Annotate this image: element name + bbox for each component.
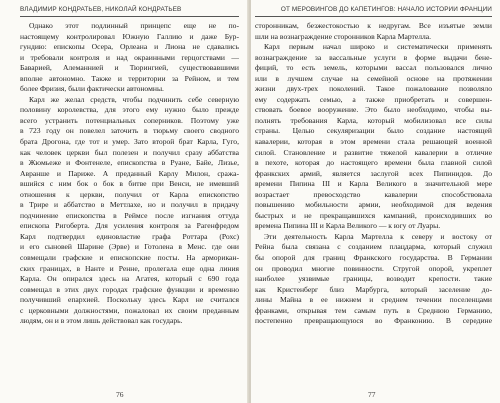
text-line: сторонникам, безжестокостью к недругам. Все изъятые земли	[255, 21, 492, 30]
text-line: или в лучшем случае на семейной основе на протяжении	[255, 73, 492, 83]
text-line: Карл подтвердил единовластие графа Роттара (Рохс)	[20, 231, 239, 241]
text-line: и требовали контроля и над окраинными герцогствами —	[20, 52, 239, 62]
text-line: и его сыновей Шарине (Эрве) и Готолена в Менс. где они	[20, 242, 239, 252]
right-running-header: ОТ МЕРОВИНГОВ ДО КАПЕТИНГОВ: НАЧАЛО ИСТОРИИ ФРАНЦИИ	[280, 6, 492, 13]
text-line: постепенно превращающуюся во Франконию. В середине	[255, 316, 492, 326]
left-running-header: ВЛАДИМИР КОНДРАТЬЕВ, НИКОЛАЙ КОНДРАТЬЕВ	[20, 6, 182, 13]
text-line: совмещали графские и епископские посты. На арморикан-	[20, 253, 239, 263]
text-line: времена Пипина III и Карла Великого — к югу от Луары.	[255, 221, 441, 231]
text-line: жизни двух-трех поколений. Такое пожалование позволяло	[255, 84, 492, 94]
right-header-rule	[255, 16, 492, 17]
text-line: в 723 году он повелел заточить в тюрьму своего сводного	[20, 126, 239, 136]
text-line: всего устранить потенциальных соперников. Поэтому уже	[20, 115, 239, 125]
text-line: Карл первым начал широко и систематически применять	[264, 42, 492, 52]
right-page-body	[255, 21, 492, 327]
text-line: ских границах, в Нанте и Ренне, пролегала еще одна линия	[20, 263, 239, 273]
text-line: гундию: епископы Осера, Орлеана и Лиона не сдавались	[20, 42, 239, 52]
text-line: вознаграждение за вассальные услуги в форме выдачи бене-	[255, 52, 492, 62]
text-line: как человек церкви был полезен и получил сразу аббатства	[20, 147, 239, 157]
text-line: как Кристенберг близ Марбурга, который заселение до-	[255, 284, 492, 294]
text-line: ствовать боевое вооружение. Это было необходимо, чтобы вы-	[255, 105, 492, 115]
text-line: Эти деятельность Карла Мартелла к северу и востоку от	[264, 231, 492, 241]
text-line: отношения к церкви, получил от Карла епископство	[20, 189, 239, 199]
text-line: вшийся с ним бок о бок в битве при Венси, не имевший	[20, 179, 239, 189]
text-line: наиболее уязвимые границы, возводит крепости. такие	[255, 274, 492, 284]
text-line: половину королевства, для этого ему нужно было прежде	[20, 105, 239, 115]
left-page	[0, 0, 249, 403]
right-page	[251, 0, 500, 403]
text-line: более Фризия, были фактически автономны.	[20, 84, 164, 94]
text-line: времени Пипина III и Карла Великого в значительной мере	[255, 179, 492, 189]
text-line: Авранше и Париже. А преданный Карлу Милон, сража-	[20, 168, 239, 178]
text-line: страны. Целью секуляризации было создание настоящей	[255, 126, 492, 136]
text-line: в Трире и аббатство в Меттлахе, но и получил в придачу	[20, 200, 239, 210]
left-page-body	[20, 21, 239, 327]
text-line: совмещал в этих двух городах графские функции и временно	[20, 284, 239, 294]
left-page-number: 76	[116, 390, 124, 399]
text-line: франкских армий, является заслугой всех Пипинидов. До	[255, 168, 492, 178]
text-line: кавалерии, которая в этом времени стала решающей военной	[255, 137, 492, 147]
text-line: Однако этот подлинный принцепс еще не по-	[29, 21, 239, 30]
text-line: настоящему контролировал Южную Галлию и даже Бур-	[20, 31, 239, 41]
text-line: ему содержать семью, а также приобретать и совершен-	[255, 94, 492, 104]
text-line: епископа Ригоберта. Для усиления контроля за Рагенфредом	[20, 221, 239, 231]
text-line: повышению мобильности армии, необходимой для ведения	[255, 200, 492, 210]
text-line: брата Дрогона, где тот и умер. Зато второй брат Карла, Гуго,	[20, 137, 239, 147]
right-page-number: 77	[368, 390, 376, 399]
text-line: полнять требования Карла, который мобилизовал все силы	[255, 115, 492, 125]
text-line: фиций, то есть земель, которыми вассал пользовался лично	[255, 63, 492, 73]
text-line: с церковными должностями, пожаловал их своим преданным	[20, 305, 239, 315]
text-line: в пехоте, которая до настоящего времени была главной силой	[255, 158, 492, 168]
text-line: лины Майна в ее нижнем и среднем течении поселенцами	[255, 295, 492, 305]
text-line: быстрых и не прекращавшихся кампаний, происходивших во	[255, 210, 492, 220]
text-line: Рейна была связана с созданием плацдарма, который служил	[255, 242, 492, 252]
text-line: Баварией, Алеманнией и Тюрингией, существовавшими	[20, 63, 239, 73]
text-line: он проводил многие повинности. Стругой опорой, укреплет	[255, 263, 492, 273]
text-line: людям, он и в этом лишь действовал как государь.	[20, 316, 183, 326]
text-line: силой. Становление и развитие тяжелой кавалерии в отличие	[255, 147, 492, 157]
text-line: вполне автономно. Также и территории за Рейном, и тем	[20, 73, 239, 83]
text-line: возрастает превосходство кавалерии способствовала	[255, 189, 492, 199]
text-line: шли на вознаграждение сторонников Карла Мартелла.	[255, 31, 432, 41]
text-line: подчинение епископства в Реймсе после изгнания оттуда	[20, 210, 239, 220]
text-line: в Жюмьеже и Фонтенеле, епископства в Руане, Байе, Лизье,	[20, 158, 239, 168]
text-line: бы опорой для границ Франкского государства. В Германии	[255, 253, 492, 263]
text-line: франками, открывая тем самым путь в Среднюю Германию,	[255, 305, 492, 315]
text-line: Карла. Он опирался здесь на Агатея, который с 690 года	[20, 274, 239, 284]
text-line: получивший епархией. Поскольку здесь Карл не считался	[20, 295, 239, 305]
left-header-rule	[20, 16, 239, 17]
text-line: Карл же желал средств, чтобы подчинить себе северную	[29, 94, 239, 104]
